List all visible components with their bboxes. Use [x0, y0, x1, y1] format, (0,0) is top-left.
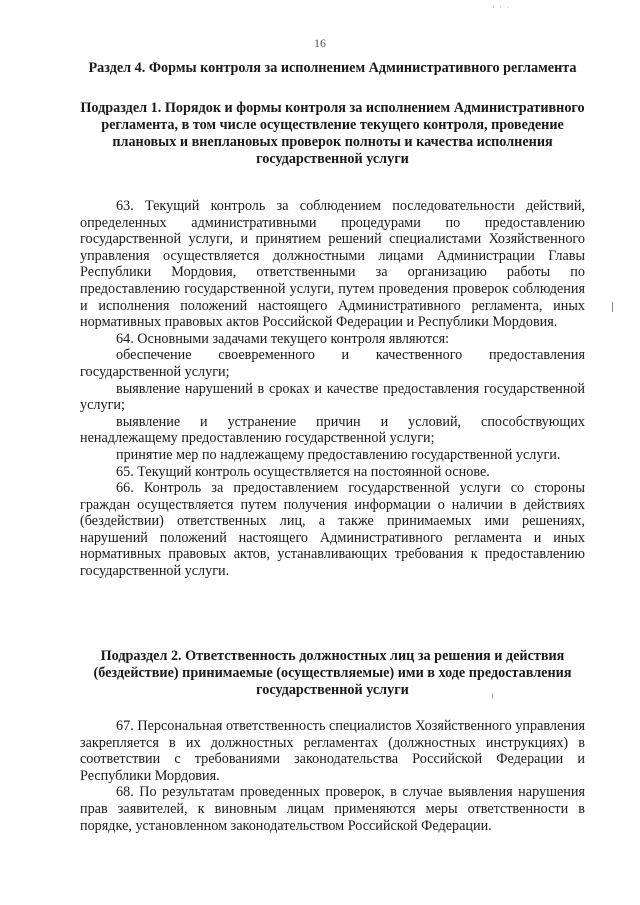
- subsection-1-body: [80, 198, 585, 580]
- paragraph-64-item-2: выявление нарушений в сроках и качестве предоставления государственной услуги;: [80, 380, 585, 414]
- subsection-1-heading: Подраздел 1. Порядок и формы контроля за исполнением Административного регламента, в том числе осуществление текущего контроля, проведение плановых и внеплановых проверок полноты и качества исполнения государственной услуги: [80, 100, 585, 167]
- scan-artifact: [612, 302, 613, 312]
- scan-artifact: [492, 693, 493, 699]
- paragraph-68: 68. По результатам проведенных проверок, в случае выявления нарушения прав заявителей, к виновным лицам применяются меры ответственности в порядке, установленном законодательством Российской Федерации.: [80, 784, 585, 834]
- paragraph-63: 63. Текущий контроль за соблюдением последовательности действий, определенных административными процедурами по предоставлению государственной услуги, и принятием решений специалистами Хозяйственного управления осуществляется должностными лицами Администрации Главы Республики Мордовия, ответственными за организацию работы по предоставлению государственной услуги, путем проведения проверок соблюдения и исполнения положений настоящего Административного регламента, иных нормативных правовых актов Российской Федерации и Республики Мордовия.: [80, 198, 585, 331]
- paragraph-67: 67. Персональная ответственность специалистов Хозяйственного управления закрепляется в их должностных регламентах (должностных инструкциях) в соответствии с требованиями законодательства Российской Федерации и Республики Мордовия.: [80, 718, 585, 784]
- page-number: 16: [314, 36, 326, 50]
- paragraph-65: 65. Текущий контроль осуществляется на постоянной основе.: [116, 463, 490, 480]
- scan-mark: · · ·: [492, 2, 511, 12]
- paragraph-64-item-3: выявление и устранение причин и условий, способствующих ненадлежащему предоставлению государственной услуги;: [80, 413, 585, 447]
- paragraph-64-item-1: обеспечение своевременного и качественного предоставления государственной услуги;: [80, 347, 585, 380]
- subsection-2-body: [80, 718, 585, 834]
- paragraph-66: 66. Контроль за предоставлением государственной услуги со стороны граждан осуществляется путем получения информации о наличии в действиях (бездействии) ответственных лиц, а также принимаемых ими решениях, нарушений положений настоящего Административного регламента и иных нормативных правовых актов, устанавливающих требования к предоставлению государственной услуги.: [80, 480, 585, 580]
- paragraph-64-item-4: принятие мер по надлежащему предоставлению государственной услуги.: [116, 446, 561, 463]
- subsection-2-heading: Подраздел 2. Ответственность должностных лиц за решения и действия (бездействие) принимаемые (осуществляемые) ими в ходе предоставления государственной услуги: [93, 648, 572, 698]
- paragraph-64: 64. Основными задачами текущего контроля являются:: [116, 330, 450, 347]
- section-heading: Раздел 4. Формы контроля за исполнением Административного регламента: [88, 60, 577, 76]
